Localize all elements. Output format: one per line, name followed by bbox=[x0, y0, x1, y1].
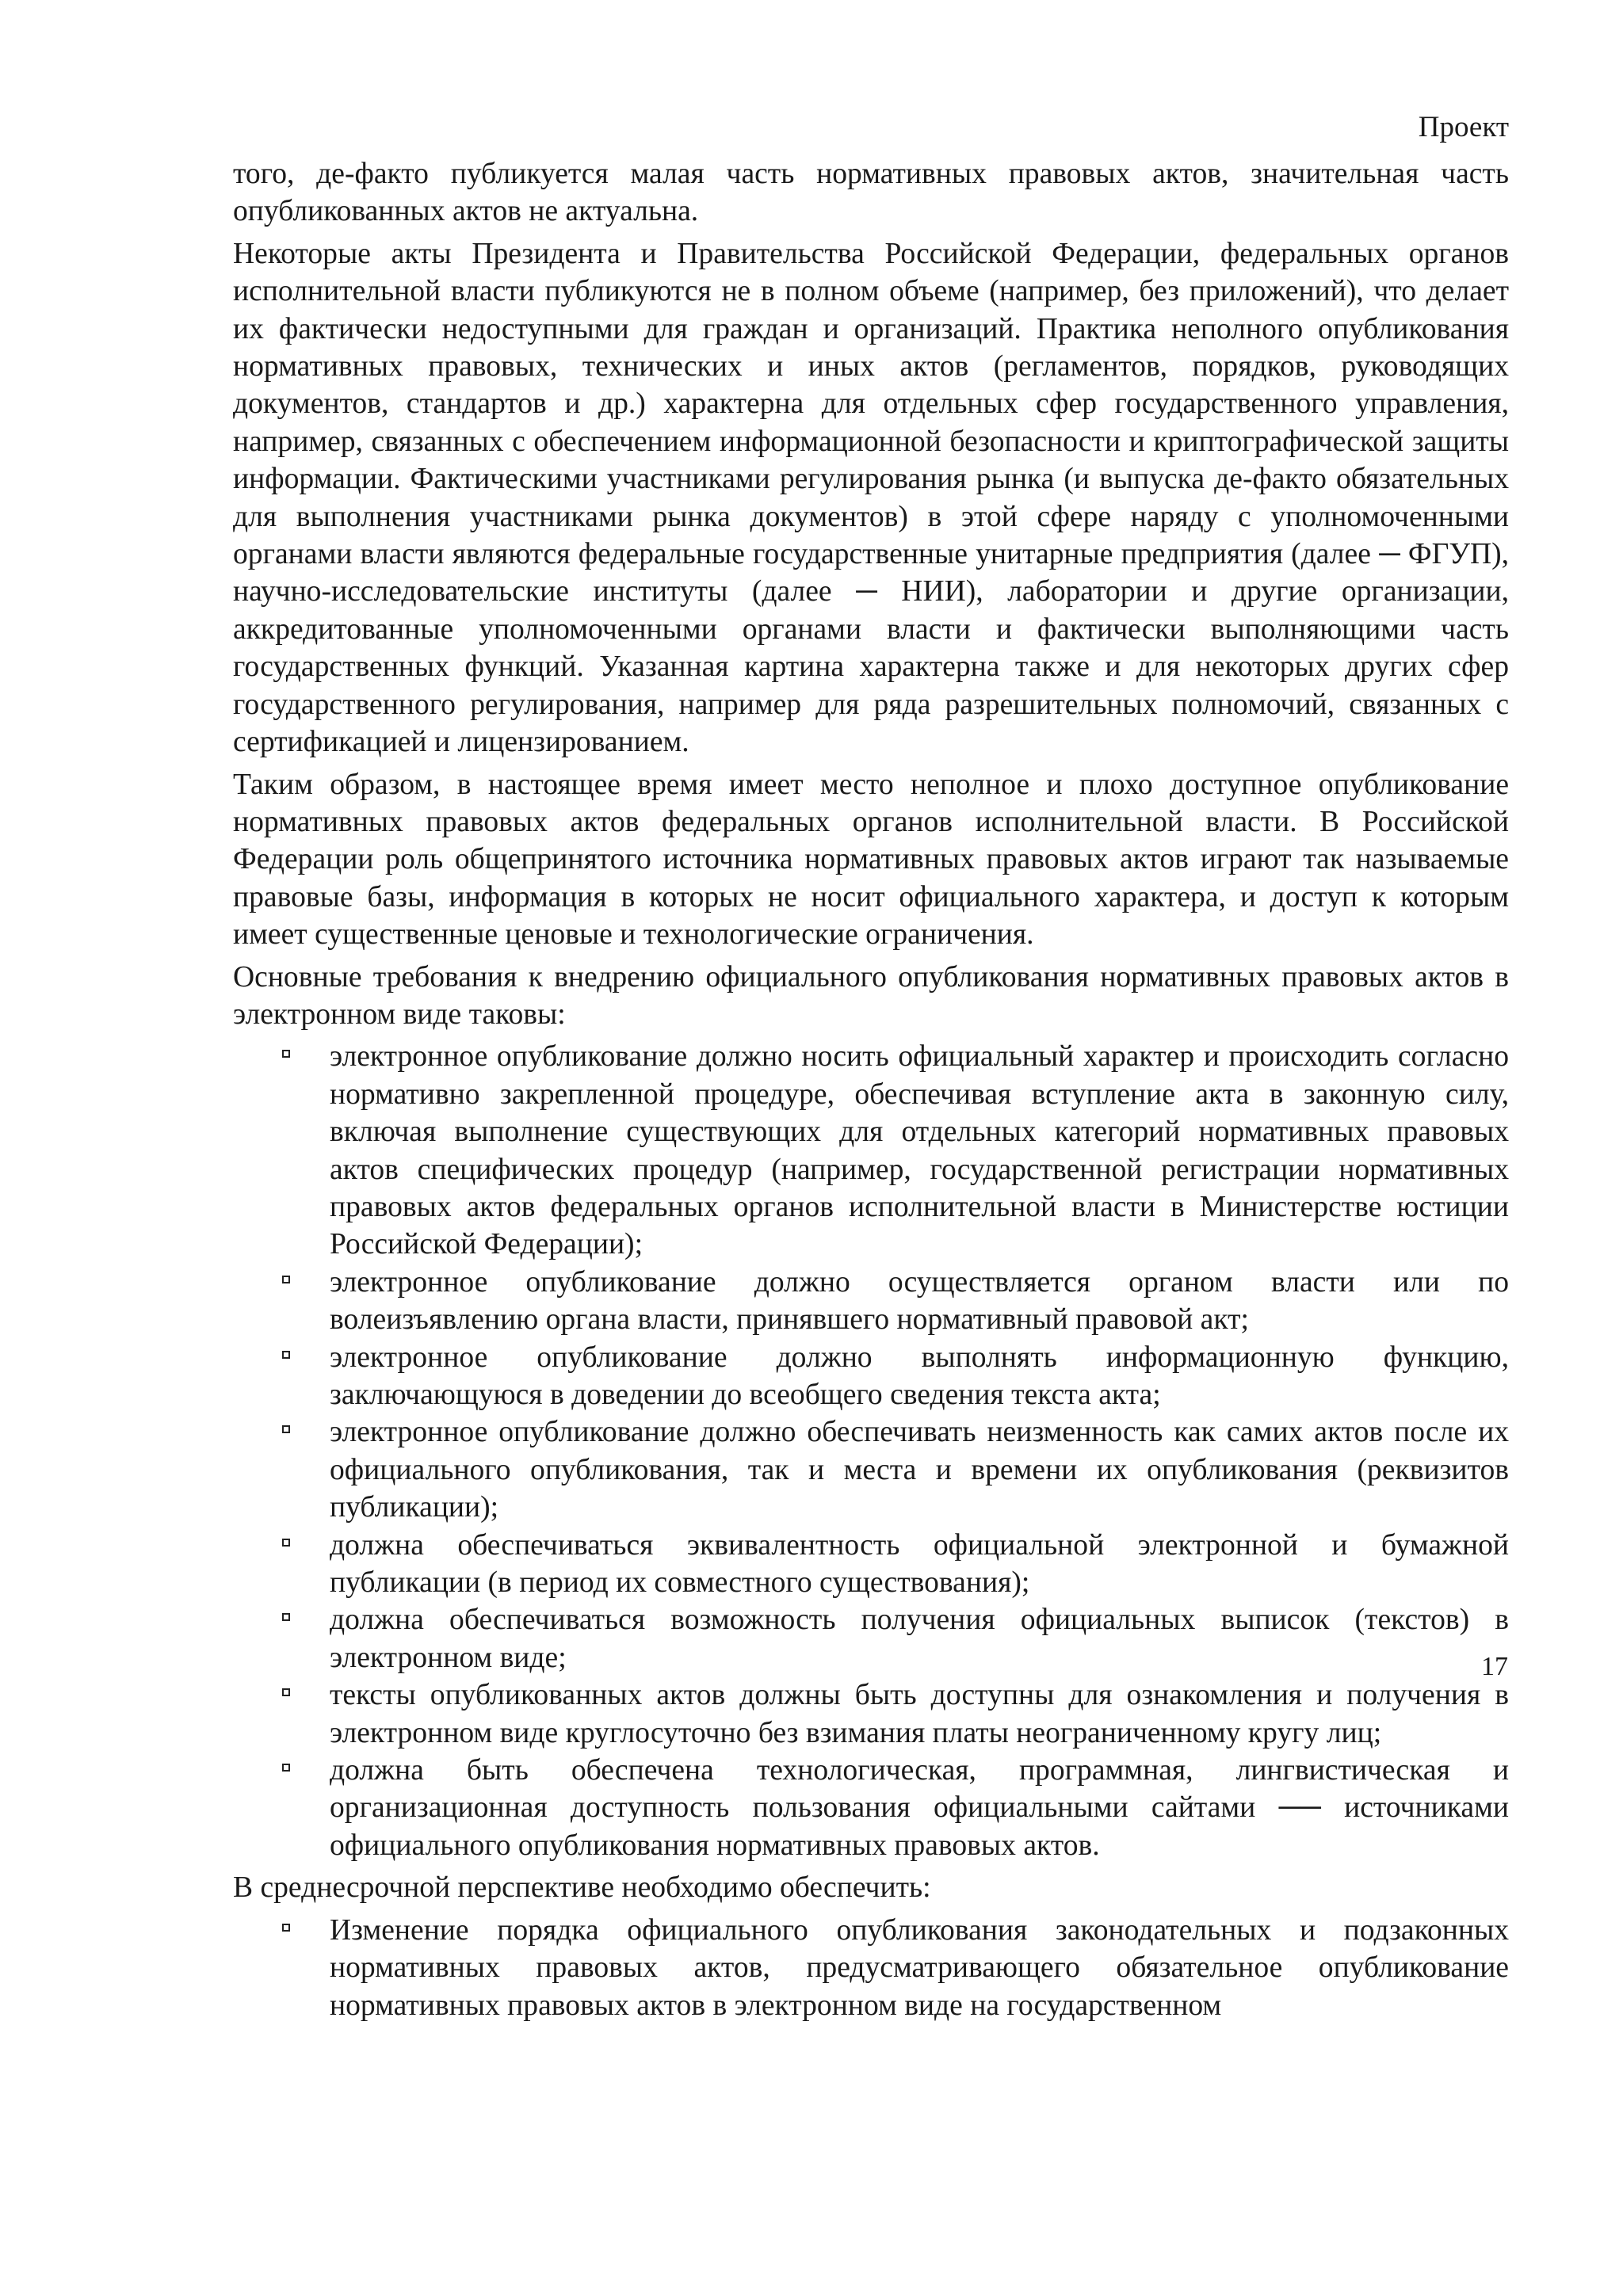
list-item bbox=[330, 1912, 1509, 2024]
list-item-text: Изменение порядка официального опубликования законодательных и подзаконных нормативных правовых актов, предусматривающего обязательное опубликование нормативных правовых актов в электронном виде на государственном bbox=[330, 1913, 1509, 2022]
list-item bbox=[330, 1264, 1509, 1339]
paragraph: Основные требования к внедрению официального опубликования нормативных правовых актов в электронном виде таковы: bbox=[233, 960, 1509, 1031]
list-item-text: электронное опубликование должно носить официальный характер и происходить согласно нормативно закрепленной процедуре, обеспечивая вступление акта в законную силу, включая выполнение существующих для отдельных категорий нормативных правовых актов специфических процедур (например, государственной регистрации нормативных правовых актов федеральных органов исполнительной власти в Министерстве юстиции Российской Федерации); bbox=[330, 1040, 1509, 1261]
list-item-text: должна обеспечиваться возможность получения официальных выписок (текстов) в электронном виде; bbox=[330, 1604, 1509, 1674]
paragraph: того, де-факто публикуется малая часть нормативных правовых актов, значительная часть опубликованных актов не актуальна. bbox=[233, 158, 1509, 228]
list-item bbox=[330, 1601, 1509, 1676]
square-bullet-icon bbox=[282, 1276, 290, 1283]
list-item-text: электронное опубликование должно осуществляется органом власти или по волеизъявлению органа власти, принявшего нормативный правовой акт; bbox=[330, 1265, 1509, 1337]
square-bullet-icon bbox=[282, 1764, 290, 1772]
list-item bbox=[330, 1752, 1509, 1864]
midterm-list bbox=[233, 1912, 1509, 2024]
square-bullet-icon bbox=[282, 1351, 290, 1359]
page-header: Проект bbox=[1418, 111, 1509, 143]
list-item bbox=[330, 1038, 1509, 1263]
list-item bbox=[330, 1527, 1509, 1602]
list-item-text: должна обеспечиваться эквивалентность официальной электронной и бумажной публикации (в период их совместного существования); bbox=[330, 1528, 1509, 1600]
page-number: 17 bbox=[1481, 1652, 1508, 1681]
square-bullet-icon bbox=[282, 1425, 290, 1433]
list-item-text: должна быть обеспечена технологическая, программная, лингвистическая и организационная доступность пользования официальными сайтами ── источниками официального опубликования нормативных правовых актов. bbox=[330, 1754, 1509, 1862]
paragraph: Таким образом, в настоящее время имеет место неполное и плохо доступное опубликование нормативных правовых актов федеральных органов исполнительной власти. В Российской Федерации роль общепринятого источника нормативных правовых актов играют так называемые правовые базы, информация в которых не носит официального характера, и доступ к которым имеет существенные ценовые и технологические ограничения. bbox=[233, 768, 1509, 952]
list-item-text: тексты опубликованных актов должны быть доступны для ознакомления и получения в электронном виде круглосуточно без взимания платы неограниченному кругу лиц; bbox=[330, 1679, 1509, 1749]
list-item bbox=[330, 1339, 1509, 1414]
square-bullet-icon bbox=[282, 1924, 290, 1932]
square-bullet-icon bbox=[282, 1539, 290, 1547]
list-item-text: электронное опубликование должно выполнять информационную функцию, заключающуюся в доведении до всеобщего сведения текста акта; bbox=[330, 1341, 1509, 1411]
list-item bbox=[330, 1413, 1509, 1526]
requirements-list bbox=[233, 1038, 1509, 1864]
paragraph: Некоторые акты Президента и Правительства Российской Федерации, федеральных органов исполнительной власти публикуются не в полном объеме (например, без приложений), что делает их фактически недоступными для граждан и организаций. Практика неполного опубликования нормативных правовых, технических и иных актов (регламентов, порядков, руководящих документов, стандартов и др.) характерна для отдельных сфер государственного управления, например, связанных с обеспечением информационной безопасности и криптографической защиты информации. Фактическими участниками регулирования рынка (и выпуска де-факто обязательных для выполнения участниками рынка документов) в этой сфере наряду с уполномоченными органами власти являются федеральные государственные унитарные предприятия (далее ─ ФГУП), научно-исследовательские институты (далее ─ НИИ), лаборатории и другие организации, аккредитованные уполномоченными органами власти и фактически выполняющими часть государственных функций. Указанная картина характерна также и для некоторых других сфер государственного регулирования, например для ряда разрешительных полномочий, связанных с сертификацией и лицензированием. bbox=[233, 237, 1509, 759]
square-bullet-icon bbox=[282, 1688, 290, 1696]
square-bullet-icon bbox=[282, 1050, 290, 1058]
paragraph: В среднесрочной перспективе необходимо обеспечить: bbox=[233, 1871, 931, 1905]
list-item-text: электронное опубликование должно обеспечивать неизменность как самих актов после их официального опубликования, так и места и времени их опубликования (реквизитов публикации); bbox=[330, 1416, 1509, 1524]
list-item bbox=[330, 1676, 1509, 1752]
square-bullet-icon bbox=[282, 1613, 290, 1621]
document-body bbox=[233, 155, 1509, 2029]
